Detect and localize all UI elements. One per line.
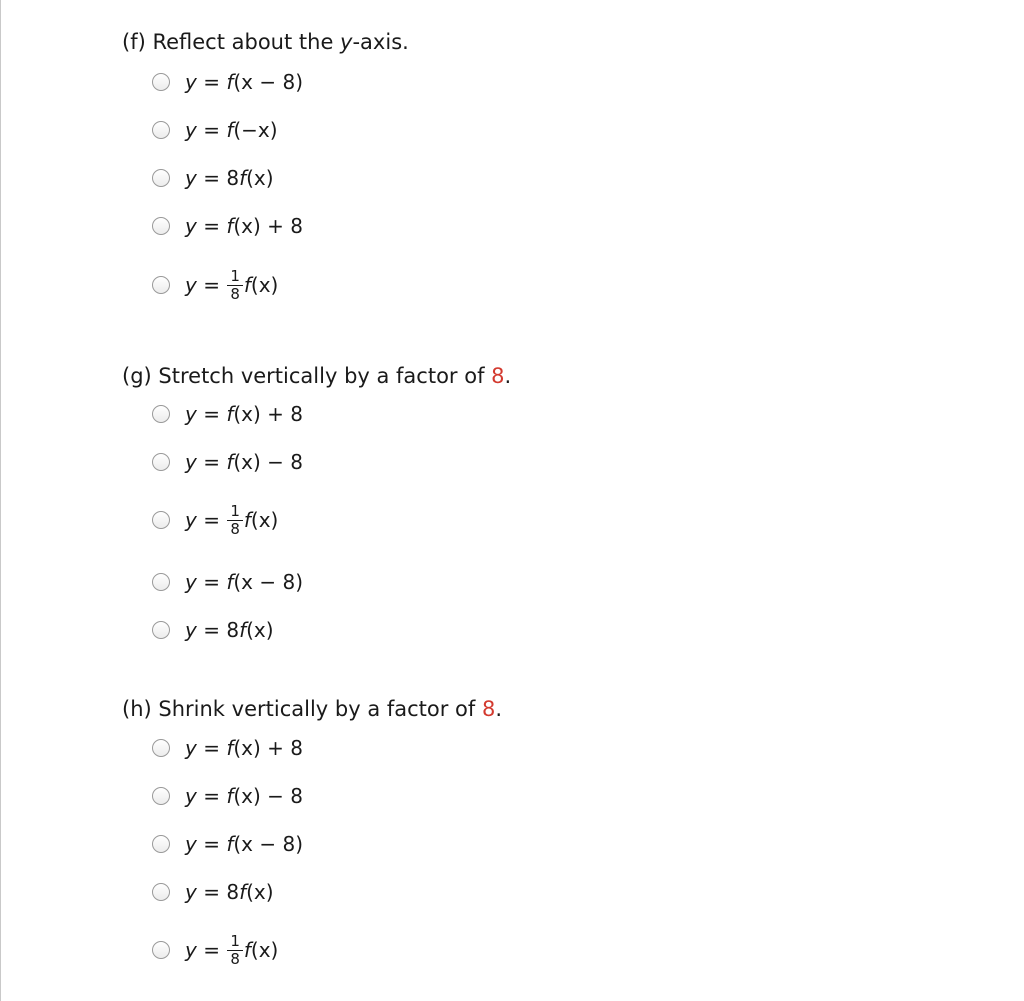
- answer-option[interactable]: [152, 615, 274, 645]
- answer-option[interactable]: [152, 163, 274, 193]
- fraction: $\frac{1}{8}$: [227, 504, 243, 537]
- option-expression: y = $\frac{1}{8}$ f (x): [185, 931, 279, 968]
- radio-button[interactable]: [152, 621, 170, 639]
- question-text-end: -axis.: [352, 30, 409, 54]
- question-title: [122, 697, 502, 721]
- answer-option[interactable]: [152, 266, 279, 303]
- question-title: [122, 364, 511, 388]
- question-text: Reflect about the: [152, 30, 341, 54]
- option-expression: y = f (x − 8): [185, 570, 304, 594]
- radio-button[interactable]: [152, 73, 170, 91]
- question-title: [122, 30, 409, 54]
- radio-button[interactable]: [152, 739, 170, 757]
- option-expression: y = f (x) + 8: [185, 402, 304, 426]
- radio-button[interactable]: [152, 276, 170, 294]
- fraction: $\frac{1}{8}$: [227, 934, 243, 967]
- answer-option[interactable]: [152, 931, 279, 968]
- option-expression: y = f (x) − 8: [185, 784, 304, 808]
- answer-option[interactable]: [152, 781, 303, 811]
- question-label: (g): [122, 364, 152, 388]
- answer-option[interactable]: [152, 733, 303, 763]
- radio-button[interactable]: [152, 217, 170, 235]
- answer-option[interactable]: [152, 447, 303, 477]
- radio-button[interactable]: [152, 453, 170, 471]
- question-variable: y: [340, 30, 353, 54]
- option-expression: y = f (x) − 8: [185, 450, 304, 474]
- radio-button[interactable]: [152, 787, 170, 805]
- radio-button[interactable]: [152, 883, 170, 901]
- option-expression: y = f (−x): [185, 118, 278, 142]
- factor-highlight: 8: [491, 364, 505, 388]
- option-expression: y = 8 f (x): [185, 166, 274, 190]
- radio-button[interactable]: [152, 405, 170, 423]
- radio-button[interactable]: [152, 835, 170, 853]
- question-label: (f): [122, 30, 146, 54]
- radio-button[interactable]: [152, 573, 170, 591]
- question-text-end: .: [495, 697, 503, 721]
- radio-button[interactable]: [152, 511, 170, 529]
- question-text: Stretch vertically by a factor of: [158, 364, 492, 388]
- question-text: Shrink vertically by a factor of: [158, 697, 482, 721]
- answer-option[interactable]: [152, 67, 303, 97]
- radio-button[interactable]: [152, 941, 170, 959]
- option-expression: y = 8 f (x): [185, 618, 274, 642]
- option-expression: y = 8 f (x): [185, 880, 274, 904]
- option-expression: y = f (x) + 8: [185, 736, 304, 760]
- answer-option[interactable]: [152, 567, 303, 597]
- answer-option[interactable]: [152, 877, 274, 907]
- answer-option[interactable]: [152, 115, 278, 145]
- option-expression: y = $\frac{1}{8}$ f (x): [185, 266, 279, 303]
- option-expression: y = f (x) + 8: [185, 214, 304, 238]
- option-expression: y = f (x − 8): [185, 832, 304, 856]
- option-expression: y = f (x − 8): [185, 70, 304, 94]
- answer-option[interactable]: [152, 829, 303, 859]
- question-label: (h): [122, 697, 152, 721]
- radio-button[interactable]: [152, 121, 170, 139]
- question-text-end: .: [504, 364, 512, 388]
- answer-option[interactable]: [152, 501, 279, 538]
- answer-option[interactable]: [152, 399, 303, 429]
- page-left-border: [0, 0, 1, 1001]
- radio-button[interactable]: [152, 169, 170, 187]
- fraction: $\frac{1}{8}$: [227, 269, 243, 302]
- answer-option[interactable]: [152, 211, 303, 241]
- option-expression: y = $\frac{1}{8}$ f (x): [185, 501, 279, 538]
- factor-highlight: 8: [481, 697, 496, 721]
